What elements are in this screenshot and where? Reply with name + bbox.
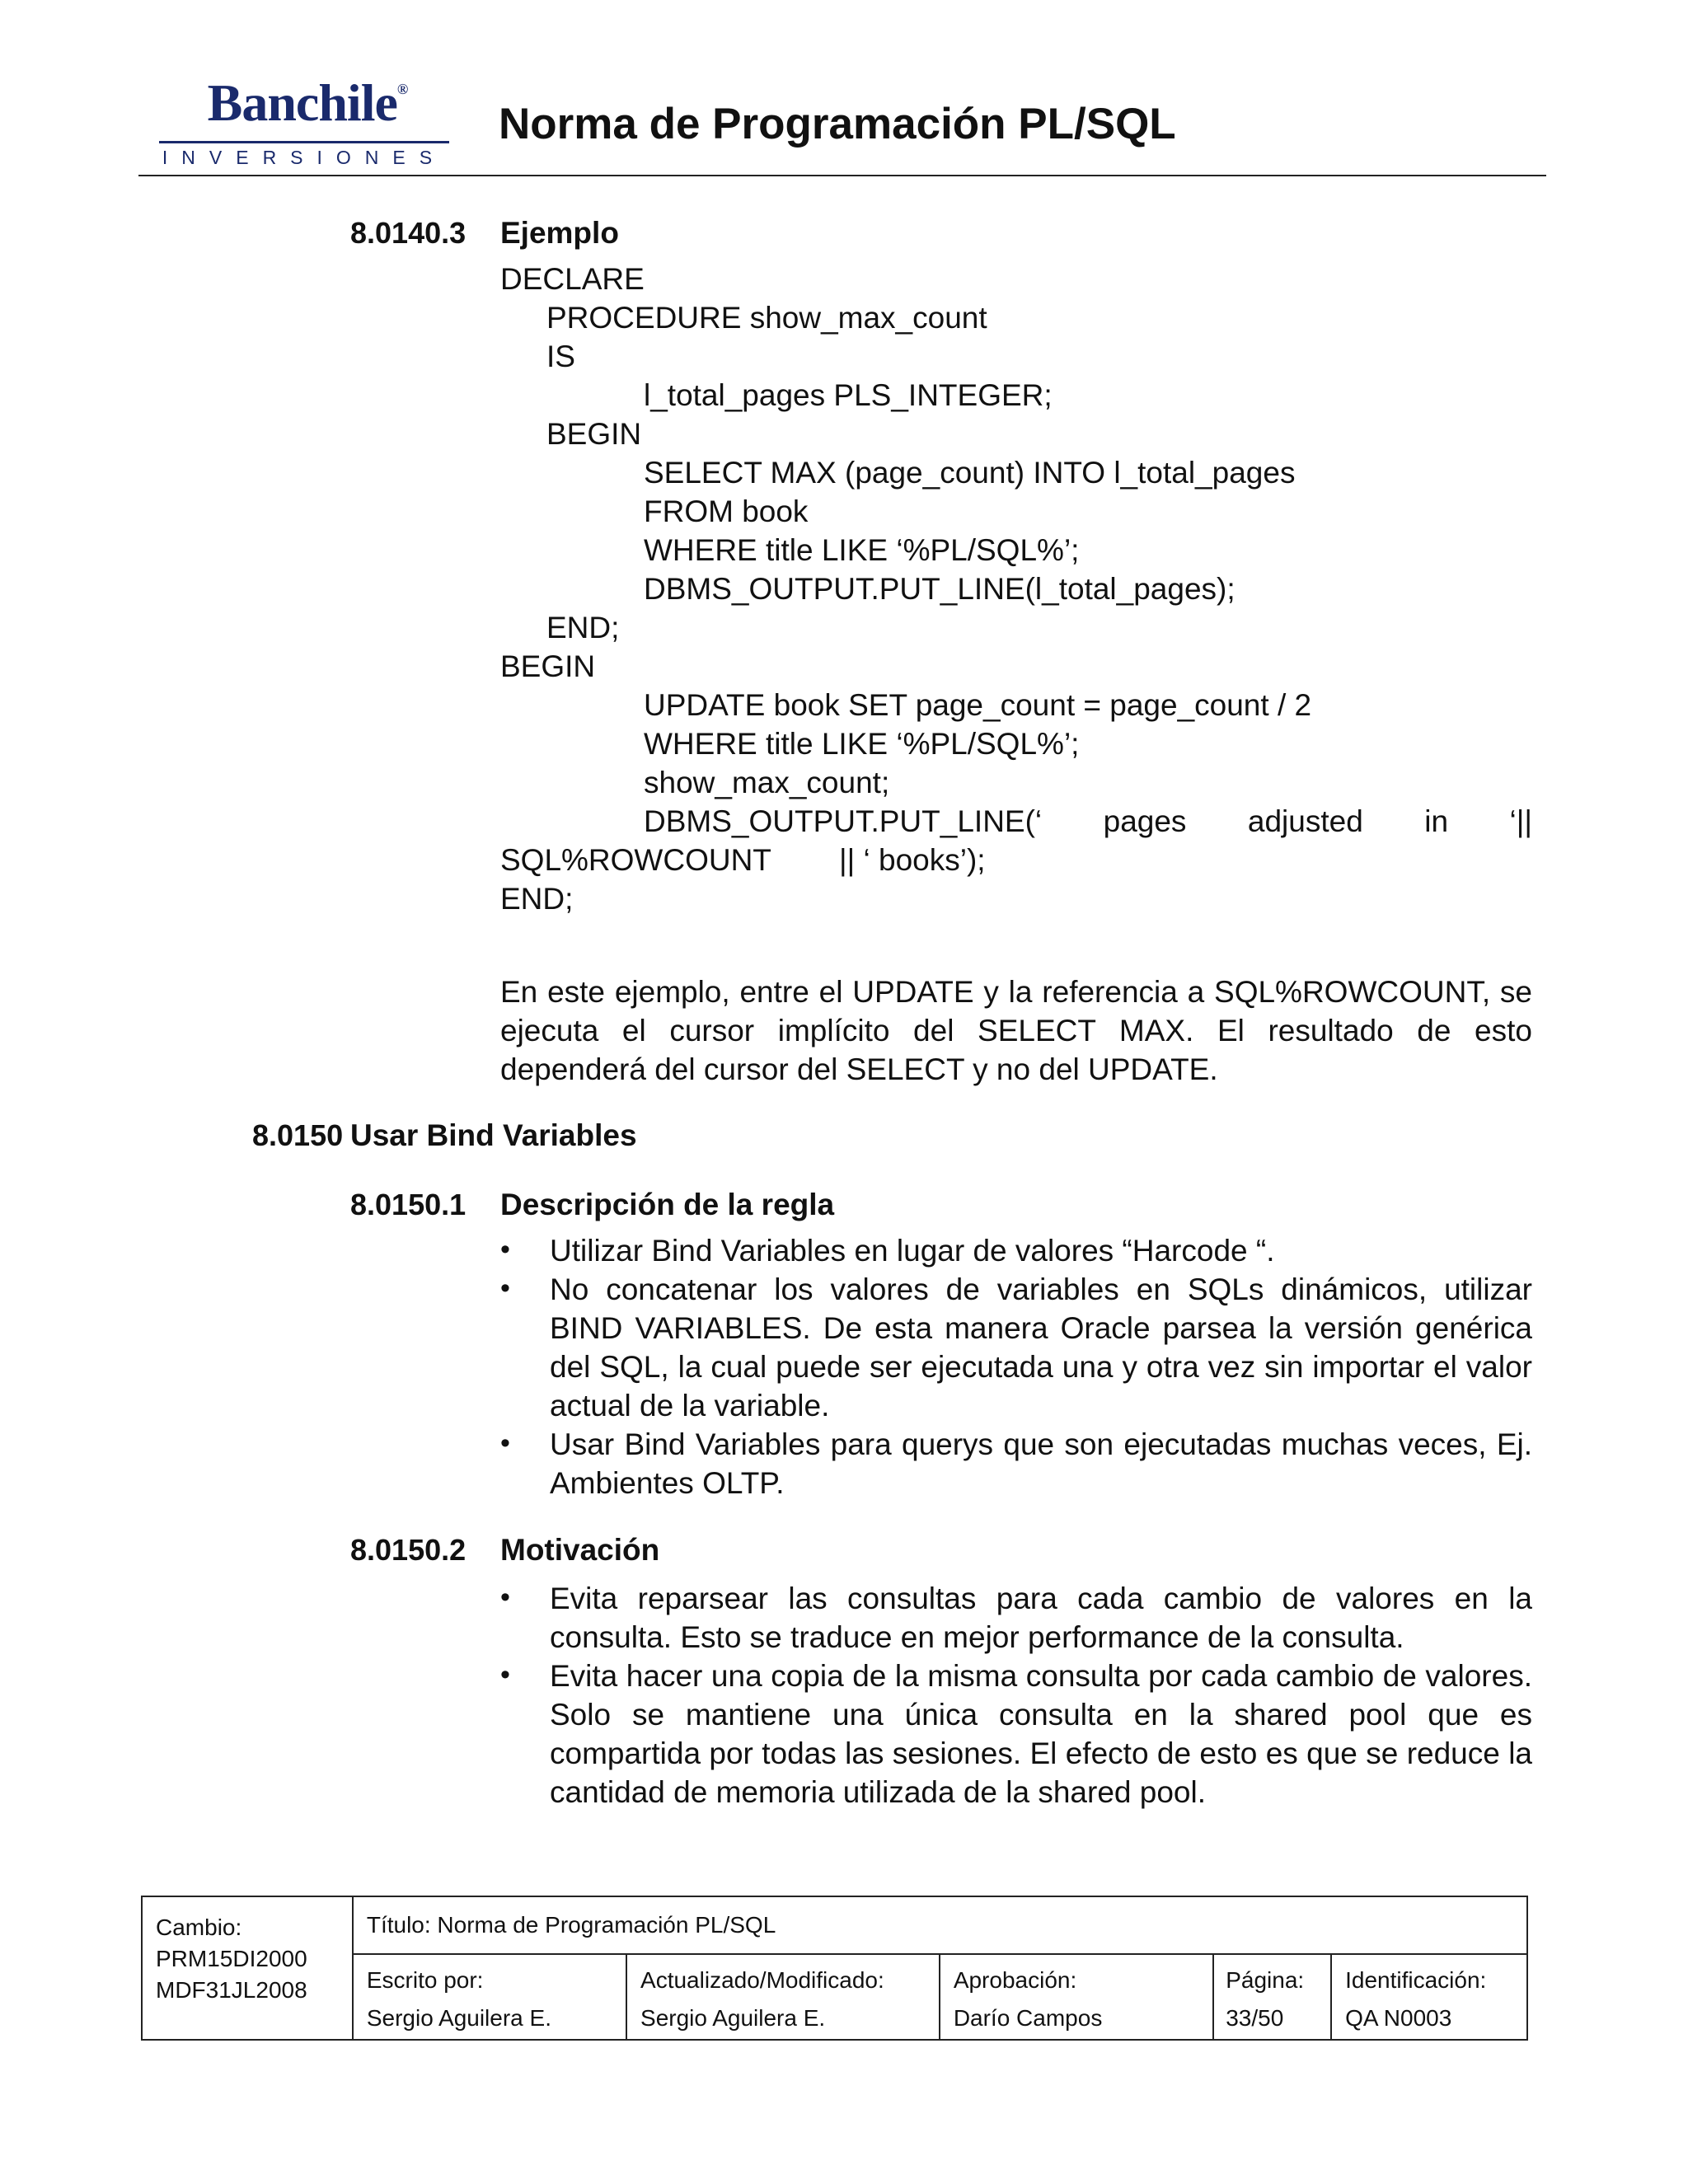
footer-escrito-cell (353, 1954, 626, 2040)
example-explanation: En este ejemplo, entre el UPDATE y la referencia a SQL%ROWCOUNT, se ejecuta el cursor implícito del SELECT MAX. El resultado de esto dependerá del cursor del SELECT y no del UPDATE. (500, 975, 1532, 1086)
footer-identificacion-label: Identificación: (1345, 1967, 1487, 1993)
code-line: IS (546, 340, 575, 373)
section-number: 8.0140.3 (350, 216, 467, 250)
section-title: Usar Bind Variables (350, 1118, 637, 1152)
footer-pagina-value: 33/50 (1226, 2005, 1284, 2031)
code-line: SQL%ROWCOUNT (500, 843, 771, 877)
code-line: UPDATE book SET page_count = page_count / 2 (644, 688, 1312, 722)
footer-pagina-label: Página: (1226, 1967, 1305, 1993)
code-line: END; (500, 882, 574, 916)
bullet-icon: • (500, 1659, 510, 1690)
footer-cambio-code: PRM15DI2000 (156, 1946, 307, 1971)
logo-name: Banchile (207, 73, 397, 132)
footer-cambio-cell (142, 1896, 353, 2040)
footer-actualizado-cell (626, 1954, 940, 2040)
list-item: Evita reparsear las consultas para cada cambio de valores en la consulta. Esto se traduce en mejor performance de la consulta. (550, 1582, 1532, 1654)
code-line: DBMS_OUTPUT.PUT_LINE(‘ pages adjusted in ‘|| (644, 804, 1532, 838)
document-footer-table (141, 1896, 1528, 2041)
footer-title-cell (353, 1896, 1527, 1954)
company-logo (204, 73, 410, 134)
code-line: END; (546, 611, 620, 644)
bullet-icon: • (500, 1427, 510, 1459)
footer-aprobacion-cell (940, 1954, 1213, 2040)
document-title: Norma de Programación PL/SQL (499, 100, 1176, 148)
code-line: || ‘ books’); (839, 843, 986, 877)
list-item: No concatenar los valores de variables en SQLs dinámicos, utilizar BIND VARIABLES. De esta manera Oracle parsea la versión genérica del SQL, la cual puede ser ejecutada una y otra vez sin importar el valor actual de la variable. (550, 1272, 1532, 1422)
footer-title: Título: Norma de Programación PL/SQL (366, 1912, 776, 1938)
code-line: DECLARE (500, 262, 645, 296)
code-line: WHERE title LIKE ‘%PL/SQL%’; (644, 727, 1080, 761)
footer-pagina-cell (1213, 1954, 1331, 2040)
logo-divider (159, 141, 449, 143)
footer-actualizado-value: Sergio Aguilera E. (640, 2005, 826, 2031)
bullet-icon: • (500, 1272, 510, 1304)
section-number: 8.0150 (252, 1118, 344, 1152)
code-line: FROM book (644, 494, 809, 528)
registered-mark: ® (396, 81, 408, 97)
code-line: BEGIN (500, 649, 596, 683)
footer-cambio-code: MDF31JL2008 (156, 1977, 307, 2003)
list-item: Utilizar Bind Variables en lugar de valores “Harcode “. (550, 1234, 1275, 1268)
section-title: Motivación (500, 1533, 660, 1567)
footer-actualizado-label: Actualizado/Modificado: (640, 1967, 884, 1993)
code-line: PROCEDURE show_max_count (546, 301, 987, 335)
section-number: 8.0150.1 (350, 1188, 467, 1221)
bullet-icon: • (500, 1582, 510, 1613)
list-item: Evita hacer una copia de la misma consulta por cada cambio de valores. Solo se mantiene una única consulta en la shared pool que es compartida por todas las sesiones. El efecto de esto es que se reduce la cantidad de memoria utilizada de la shared pool. (550, 1659, 1532, 1809)
header-rule (138, 175, 1546, 176)
logo-subtitle: INVERSIONES (162, 147, 447, 168)
footer-identificacion-value: QA N0003 (1345, 2005, 1452, 2031)
code-line: WHERE title LIKE ‘%PL/SQL%’; (644, 533, 1080, 567)
footer-aprobacion-label: Aprobación: (953, 1967, 1077, 1993)
list-item: Usar Bind Variables para querys que son ejecutadas muchas veces, Ej. Ambientes OLTP. (550, 1427, 1532, 1500)
code-line: SELECT MAX (page_count) INTO l_total_pages (644, 456, 1296, 490)
code-line: l_total_pages PLS_INTEGER; (644, 378, 1053, 412)
footer-identificacion-cell (1331, 1954, 1527, 2040)
code-line: BEGIN (546, 417, 642, 451)
section-title: Descripción de la regla (500, 1188, 835, 1221)
bullet-icon: • (500, 1234, 510, 1265)
footer-escrito-value: Sergio Aguilera E. (366, 2005, 551, 2031)
section-title: Ejemplo (500, 216, 619, 250)
footer-cambio-label: Cambio: (156, 1915, 242, 1940)
code-line: show_max_count; (644, 766, 890, 799)
section-number: 8.0150.2 (350, 1533, 467, 1567)
footer-aprobacion-value: Darío Campos (953, 2005, 1103, 2031)
code-line: DBMS_OUTPUT.PUT_LINE(l_total_pages); (644, 572, 1236, 606)
footer-escrito-label: Escrito por: (366, 1967, 484, 1993)
